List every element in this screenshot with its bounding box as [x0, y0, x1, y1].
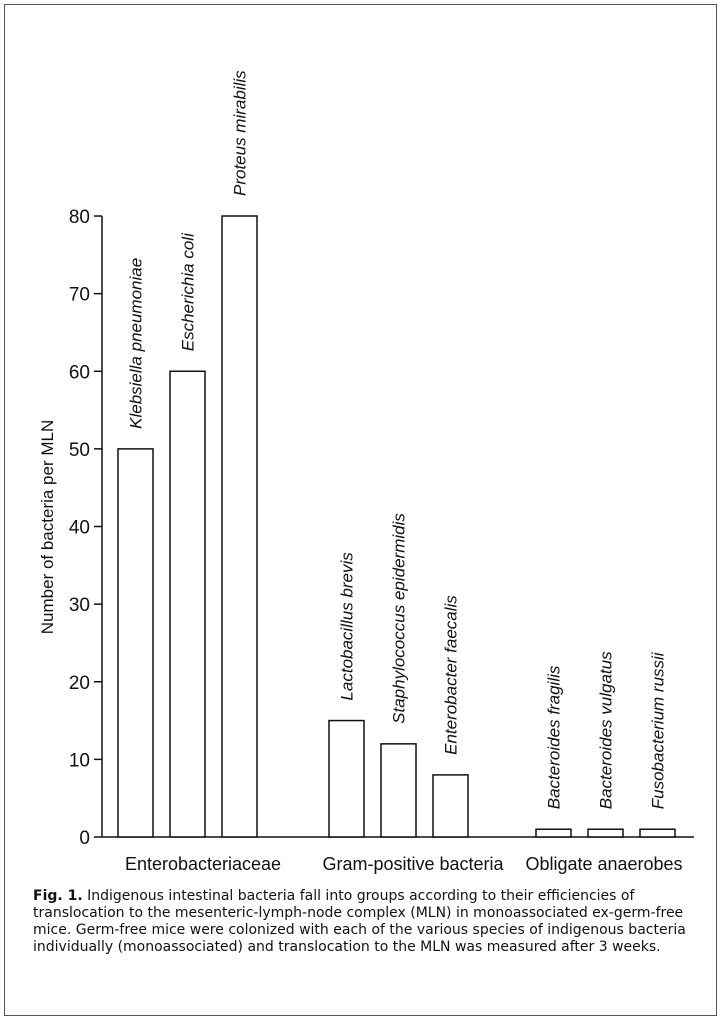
y-tick-label-70: 70 [68, 284, 90, 306]
bar-label-enterobacter-faecalis: Enterobacter faecalis [441, 595, 461, 755]
bar-escherichia-coli [170, 371, 205, 837]
group-label-enterobacteriaceae: Enterobacteriaceae [124, 854, 282, 874]
bar-proteus-mirabilis [222, 216, 257, 837]
bar-label-bacteroides-fragilis: Bacteroides fragilis [544, 665, 564, 810]
bar-lactobacillus-brevis [329, 721, 364, 837]
y-axis-title: Number of bacteria per MLN [38, 419, 57, 635]
y-tick-label-80: 80 [68, 207, 90, 228]
y-tick-label-60: 60 [68, 362, 90, 384]
bar-enterobacter-faecalis [433, 775, 468, 837]
group-label-gram-positive-bacteria: Gram-positive bacteria [322, 854, 504, 874]
bar-label-bacteroides-vulgatus: Bacteroides vulgatus [596, 651, 616, 810]
bar-staphylococcus-epidermidis [381, 744, 416, 837]
bar-label-escherichia-coli: Escherichia coli [178, 233, 198, 352]
figure-caption [33, 888, 698, 956]
caption-text: Indigenous intestinal bacteria fall into groups according to their efficiencies of translocation to the mesenteric-lymph-node complex (MLN) in monoassociated ex-germ-free mice. Germ-free mice were colonized with each of the various species of indigenous bacteria individually (monoassociated) and translocation to the MLN was measured after 3 weeks. [33, 888, 686, 955]
y-tick-label-10: 10 [68, 750, 90, 772]
group-label-obligate-anaerobes: Obligate anaerobes [525, 854, 683, 874]
bar-label-klebsiella-pneumoniae: Klebsiella pneumoniae [126, 257, 146, 429]
bar-bacteroides-vulgatus [588, 829, 623, 837]
y-tick-label-0: 0 [79, 828, 90, 849]
bar-fusobacterium-russii [640, 829, 675, 837]
bar-klebsiella-pneumoniae [118, 449, 153, 837]
caption-label: Fig. 1. [33, 888, 83, 904]
y-tick-label-50: 50 [68, 439, 90, 461]
bar-bacteroides-fragilis [536, 829, 571, 837]
y-tick-label-20: 20 [68, 672, 90, 694]
bar-label-proteus-mirabilis: Proteus mirabilis [230, 70, 250, 196]
y-tick-label-40: 40 [68, 517, 90, 539]
bar-label-lactobacillus-brevis: Lactobacillus brevis [337, 552, 357, 701]
bar-label-fusobacterium-russii: Fusobacterium russii [648, 652, 668, 810]
y-tick-label-30: 30 [68, 595, 90, 617]
bar-label-staphylococcus-epidermidis: Staphylococcus epidermidis [389, 513, 409, 724]
